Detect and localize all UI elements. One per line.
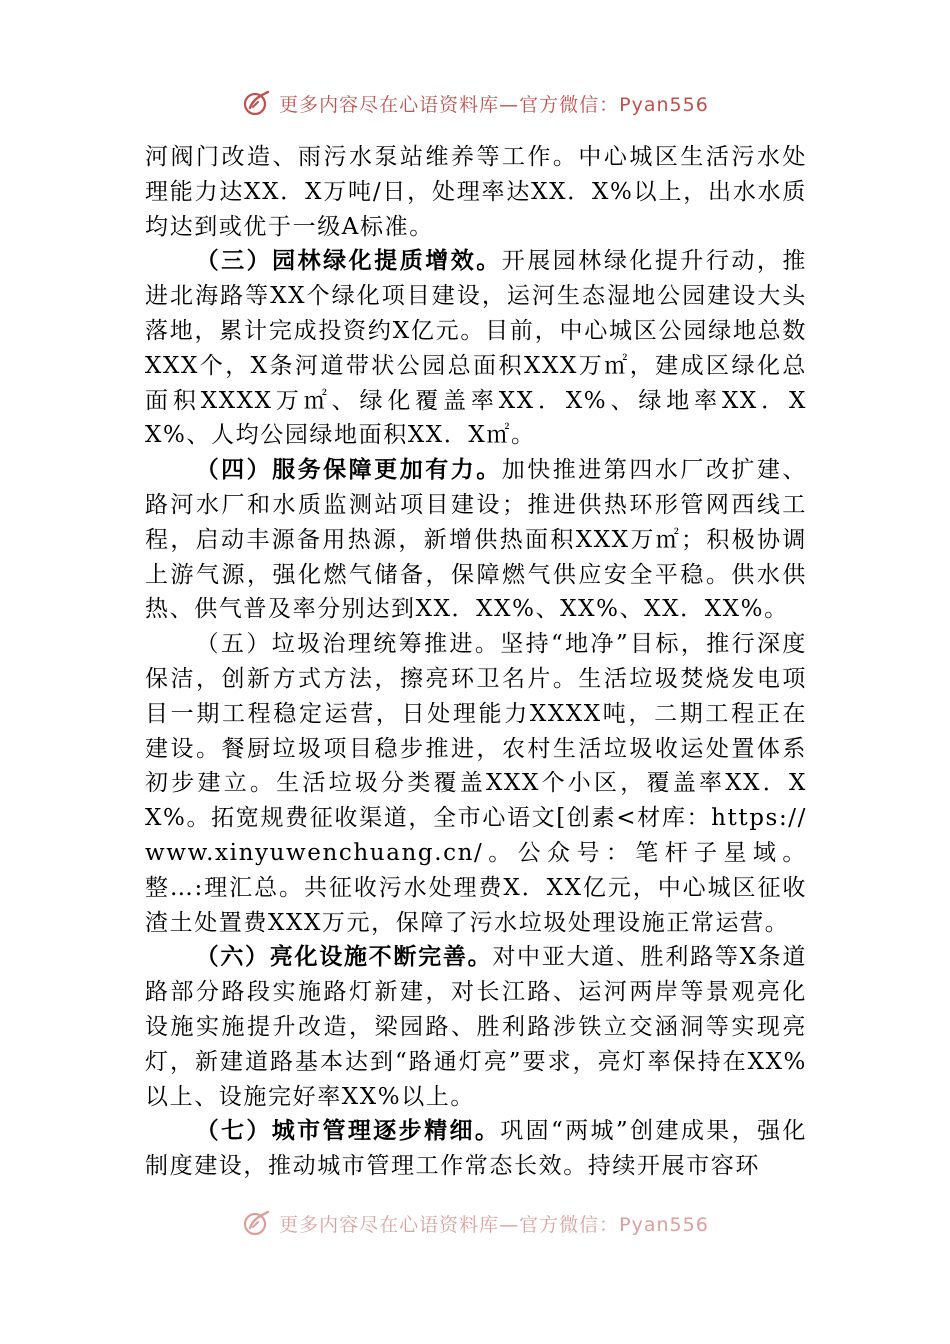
paragraph-continued — [145, 140, 807, 244]
paragraph-body: 对中亚大道、胜利路等X条道路部分路段实施路灯新建，对长江路、运河两岸等景观亮化设施实施提升改造，梁园路、胜利路涉铁立交涵洞等实现亮灯，新建道路基本达到“路通灯亮”要求，亮灯率保持在XX%以上、设施完好率XX%以上。 — [145, 944, 807, 1110]
paragraph-service-guarantee — [145, 453, 807, 627]
paragraph-heading: （六）亮化设施不断完善。 — [195, 943, 493, 971]
watermark-text: 更多内容尽在心语资料库—官方微信：Pyan556 — [279, 93, 709, 116]
footer-watermark — [0, 1203, 950, 1243]
paragraph-heading: （三）园林绿化提质增效。 — [195, 247, 502, 275]
brand-logo-icon — [241, 1207, 273, 1239]
paragraph-heading: （七）城市管理逐步精细。 — [195, 1117, 501, 1145]
paragraph-body: 河阀门改造、雨污水泵站维养等工作。中心城区生活污水处理能力达XX．X万吨/日，处理率达XX．X%以上，出水水质均达到或优于一级A标准。 — [145, 144, 807, 240]
paragraph-body: （五）垃圾治理统筹推进。坚持“地净”目标，推行深度保洁，创新方式方法，擦亮环卫名片。生活垃圾焚烧发电项目一期工程稳定运营，日处理能力XXXX吨，二期工程正在建设。餐厨垃圾项目稳步推进，农村生活垃圾收运处置体系初步建立。生活垃圾分类覆盖XXX个小区，覆盖率XX．XX%。拓宽规费征收渠道，全市心语文[创素<材库：https://www.xinyuwenchuang.cn/。公众号：笔杆子星域。整…:理汇总。共征收污水处理费X．XX亿元，中心城区征收渣土处置费XXX万元，保障了污水垃圾处理设施正常运营。 — [145, 631, 807, 936]
paragraph-heading: （四）服务保障更加有力。 — [195, 456, 502, 484]
paragraph-body: 开展园林绿化提升行动，推进北海路等XX个绿化项目建设，运河生态湿地公园建设大头落地，累计完成投资约X亿元。目前，中心城区公园绿地总数XXX个，X条河道带状公园总面积XXX万㎡，建成区绿化总面积XXXX万㎡、绿化覆盖率XX．X%、绿地率XX．XX%、人均公园绿地面积XX．X㎡。 — [145, 248, 807, 449]
paragraph-landscaping — [145, 244, 807, 453]
paragraph-body: 加快推进第四水厂改扩建、路河水厂和水质监测站项目建设；推进供热环形管网西线工程，启动丰源备用热源，新增供热面积XXX万㎡；积极协调上游气源，强化燃气储备，保障燃气供应安全平稳。供水供热、供气普及率分别达到XX．XX%、XX%、XX．XX%。 — [145, 457, 807, 623]
brand-logo-icon — [241, 87, 273, 119]
document-body — [145, 140, 807, 1210]
paragraph-body: 巩固“两城”创建成果，强化制度建设，推动城市管理工作常态长效。持续开展市容环 — [145, 1118, 807, 1180]
watermark-text: 更多内容尽在心语资料库—官方微信：Pyan556 — [279, 1213, 709, 1236]
paragraph-garbage-treatment — [145, 627, 807, 940]
header-watermark — [0, 83, 950, 123]
paragraph-city-management — [145, 1114, 807, 1184]
paragraph-lighting-facilities — [145, 940, 807, 1114]
